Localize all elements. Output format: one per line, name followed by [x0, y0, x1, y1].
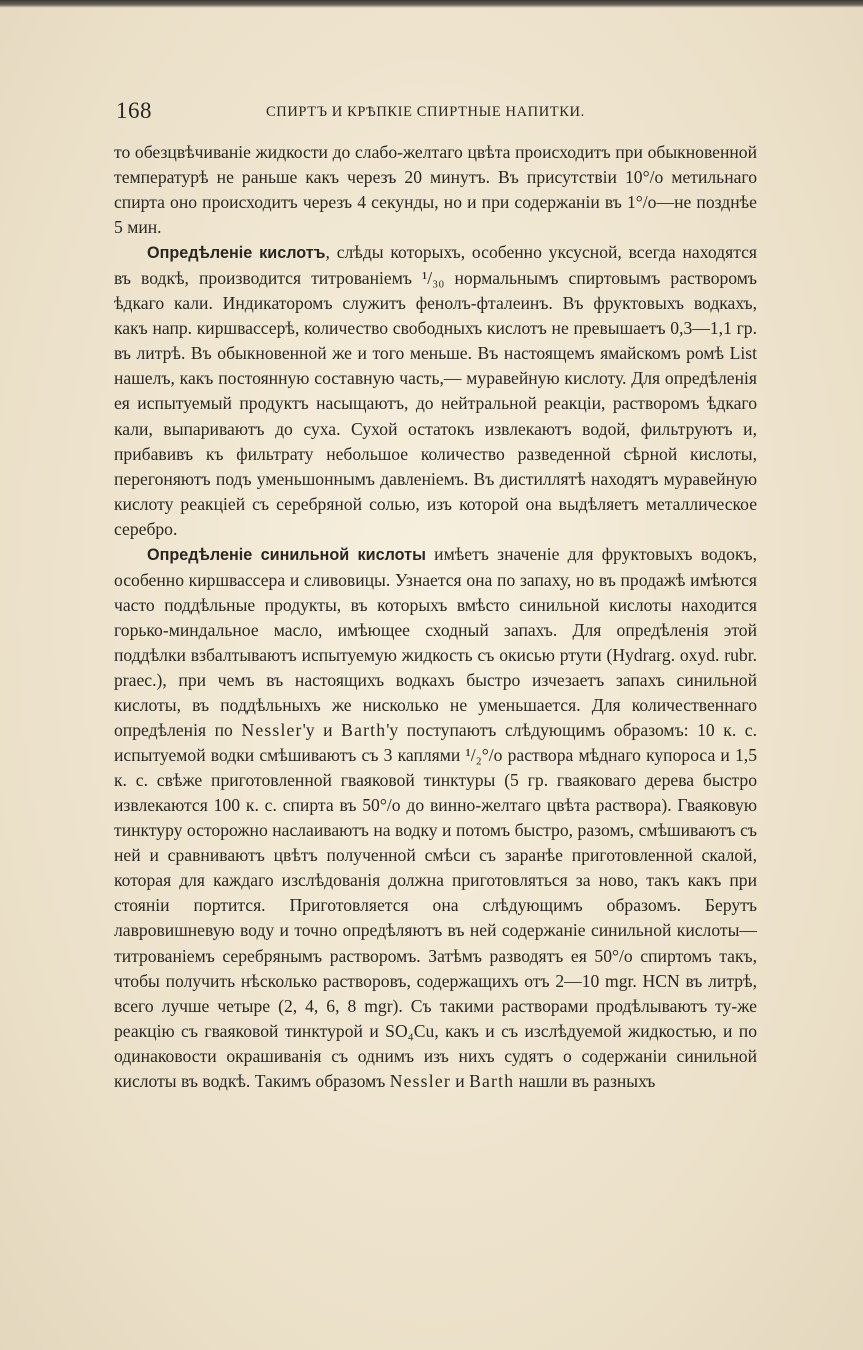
scan-top-edge	[0, 0, 863, 8]
paragraph-3-text-b: 'у и	[302, 720, 342, 741]
paragraph-3-text-a: имѣетъ значеніе для фруктовыхъ водокъ, особенно киршвассера и сливовицы. Узнается она по запаху, но въ продажѣ имѣются часто поддѣльные продукты, въ которыхъ вмѣсто синильной кислоты находится горько-миндальное масло, имѣющее сходный запахъ. Для опредѣленія этой поддѣлки взбалтываютъ испытуемую жидкость съ окисью ртути (Hydrarg. oxyd. rubr. praec.), при чемъ въ настоящихъ водкахъ быстро изчезаетъ запахъ синильной кислоты, въ поддѣльныхъ же нисколько не уменьшается. Для количественнаго опредѣленія по	[114, 543, 757, 741]
paragraph-2	[114, 240, 757, 542]
body-text	[114, 140, 757, 1094]
paragraph-2-text: , слѣды которыхъ, особенно уксусной, всегда находятся въ водкѣ, производится титрованіемъ ¹/₃₀ нормальнымъ спиртовымъ растворомъ ѣдкаго кали. Индикаторомъ служитъ фенолъ-фталеинъ. Въ фруктовыхъ водкахъ, какъ напр. киршвассерѣ, количество свободныхъ кислотъ не превышаетъ 0,3—1,1 гр. въ литрѣ. Въ обыкновенной же и того меньше. Въ настоящемъ ямайскомъ ромѣ List нашелъ, какъ постоянную составную часть,— муравейную кислоту. Для опредѣленія ея испытуемый продуктъ насыщаютъ, до нейтральной реакціи, растворомъ ѣдкаго кали, выпариваютъ до суха. Сухой остатокъ извлекаютъ водой, фильтруютъ и, прибавивъ къ фильтрату небольшое количество разведенной сѣрной кислоты, перегоняютъ подъ уменьшоннымъ давленіемъ. Въ дистиллятѣ находятъ муравейную кислоту реакціей съ серебряной солью, изъ которой она выдѣляетъ металлическое серебро.	[114, 242, 758, 539]
author-nessler-2: Nessler	[389, 1070, 451, 1091]
paragraph-3-text-c: 'у поступаютъ слѣдующимъ образомъ: 10 к. с. испытуемой водки смѣшиваютъ съ 3 каплями ¹/₂°/о раствора мѣднаго купороса и 1,5 к. с. свѣже приготовленной гваяковой тинктуры (5 гр. гваяковаго дерева быстро извлекаются 100 к. с. спирта въ 50°/о до винно-желтаго цвѣта раствора). Гваяковую тинктуру осторожно наслаиваютъ на водку и потомъ быстро, разомъ, смѣшиваютъ съ ней и сравниваютъ цвѣтъ полученной смѣси съ заранѣе приготовленной скалой, которая для каждаго изслѣдованія должна приготовляться за ново, такъ какъ при стояніи портится. Приготовляется она слѣдующимъ образомъ. Берутъ лавровишневую воду и точно опредѣляютъ въ ней содержаніе синильной кислоты—титрованіемъ серебрянымъ растворомъ. Затѣмъ разводятъ ея 50°/о спиртомъ такъ, чтобы получить нѣсколько растворовъ, содержащихъ отъ 2—10 mgr. HCN въ литрѣ, всего лучше четыре (2, 4, 6, 8 mgr). Съ такими растворами продѣлываютъ ту-же реакцію съ гваяковой тинктурой и SO₄Cu, какъ и съ изслѣдуемой жидкостью, и по одинаковости окрашиванія съ однимъ изъ нихъ судятъ о содержаніи синильной кислоты въ водкѣ. Такимъ образомъ	[114, 720, 758, 1091]
paragraph-3-text-d: и	[450, 1070, 470, 1091]
author-nessler: Nessler	[241, 720, 303, 741]
paragraph-1: то обезцвѣчиваніе жидкости до слабо-желтаго цвѣта происходитъ при обыкновенной температурѣ не раньше какъ черезъ 20 минутъ. Въ присутствіи 10°/о метильнаго спирта оно происходитъ черезъ 4 секунды, но и при содержаніи въ 1°/о—не позднѣе 5 мин.	[114, 142, 757, 238]
page-number: 168	[116, 98, 152, 123]
paragraph-3-text-e: нашли въ разныхъ	[514, 1070, 656, 1091]
author-barth: Barth	[341, 720, 387, 741]
term-hydrocyanic-acid: Опредѣленіе синильной кислоты	[147, 545, 426, 564]
paragraph-3	[114, 542, 757, 1094]
running-title: СПИРТЪ И КРѢПКІЕ СПИРТНЫЕ НАПИТКИ.	[266, 104, 585, 120]
author-barth-2: Barth	[469, 1070, 515, 1091]
page-header	[116, 98, 756, 128]
term-acids: Опредѣленіе кислотъ	[147, 244, 326, 263]
